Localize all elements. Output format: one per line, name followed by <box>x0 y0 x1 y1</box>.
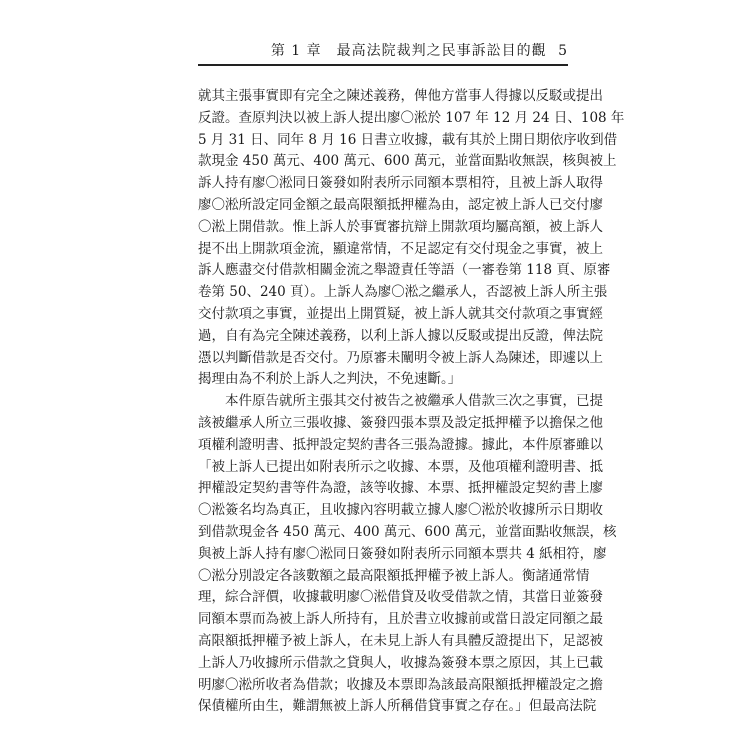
text-line: 理，綜合評價，收據載明廖〇淞借貸及收受借款之情，其當日並簽發 <box>198 589 603 606</box>
text-line: 與被上訴人持有廖〇淞同日簽發如附表所示同額本票共 4 紙相符，廖 <box>198 545 607 562</box>
text-line: 〇淞上開借款。惟上訴人於事實審抗辯上開款項均屬高額，被上訴人 <box>198 218 603 235</box>
text-line: 到借款現金各 450 萬元、400 萬元、600 萬元，並當面點收無誤，核 <box>198 523 617 540</box>
header-rule <box>198 64 568 66</box>
text-line: 押權設定契約書等件為證，該等收據、本票、抵押權設定契約書上廖 <box>198 480 603 497</box>
text-line: 明廖〇淞所收者為借款；收據及本票即為該最高限額抵押權設定之擔 <box>198 676 603 693</box>
text-line: 訴人持有廖〇淞同日簽發如附表所示同額本票相符，且被上訴人取得 <box>198 175 603 192</box>
text-line: 過，自有為完全陳述義務，以利上訴人據以反駁或提出反證，俾法院 <box>198 327 603 344</box>
page-number: 5 <box>558 43 568 59</box>
text-line: 5 月 31 日、同年 8 月 16 日書立收據，載有其於上開日期依序收到借 <box>198 131 618 148</box>
text-line: 〇淞分別設定各該數額之最高限額抵押權予被上訴人。衡諸通常情 <box>198 567 590 584</box>
body-text <box>198 86 625 718</box>
text-line: 〇淞簽名均為真正，且收據內容明載立據人廖〇淞於收據所示日期收 <box>198 502 603 519</box>
text-line: 項權利證明書、抵押設定契約書各三張為證據。據此，本件原審雖以 <box>198 436 603 453</box>
text-line: 廖〇淞所設定同金額之最高限額抵押權為由，認定被上訴人已交付廖 <box>198 196 603 213</box>
running-title: 第 1 章 最高法院裁判之民事訴訟目的觀 <box>270 43 547 59</box>
text-line: 保債權所由生，難謂無被上訴人所稱借貸事實之存在。」但最高法院 <box>198 698 597 715</box>
text-line: 卷第 50、240 頁）。上訴人為廖〇淞之繼承人，否認被上訴人所主張 <box>198 284 608 301</box>
text-line: 揭理由為不利於上訴人之判決，不免速斷。」 <box>198 371 462 388</box>
text-line: 同額本票而為被上訴人所持有，且於書立收據前或當日設定同額之最 <box>198 611 603 628</box>
running-header <box>198 40 568 62</box>
text-line: 就其主張事實即有完全之陳述義務，俾他方當事人得據以反駁或提出 <box>198 88 603 104</box>
text-line: 訴人應盡交付借款相關金流之舉證責任等語（一審卷第 118 頁、原審 <box>198 262 611 279</box>
text-line: 「被上訴人已提出如附表所示之收據、本票，及他項權利證明書、抵 <box>198 458 603 475</box>
text-line: 交付款項之事實，並提出上開質疑，被上訴人就其交付款項之事實經 <box>198 305 603 322</box>
text-line: 該被繼承人所立三張收據、簽發四張本票及設定抵押權予以擔保之他 <box>198 414 603 431</box>
text-line: 款現金 450 萬元、400 萬元、600 萬元，並當面點收無誤，核與被上 <box>198 153 617 170</box>
text-line: 反證。查原判決以被上訴人提出廖〇淞於 107 年 12 月 24 日、108 年 <box>198 109 625 126</box>
text-line: 提不出上開款項金流，顯違常情，不足認定有交付現金之事實，被上 <box>198 240 603 257</box>
text-line: 憑以判斷借款是否交付。乃原審未闡明令被上訴人為陳述，即遽以上 <box>198 349 603 366</box>
text-line: 高限額抵押權予被上訴人，在未見上訴人有具體反證提出下，足認被 <box>198 632 603 649</box>
text-line: 上訴人乃收據所示借款之貸與人，收據為簽發本票之原因，其上已載 <box>198 654 603 671</box>
text-line: 本件原告就所主張其交付被告之被繼承人借款三次之事實，已提 <box>225 393 603 410</box>
